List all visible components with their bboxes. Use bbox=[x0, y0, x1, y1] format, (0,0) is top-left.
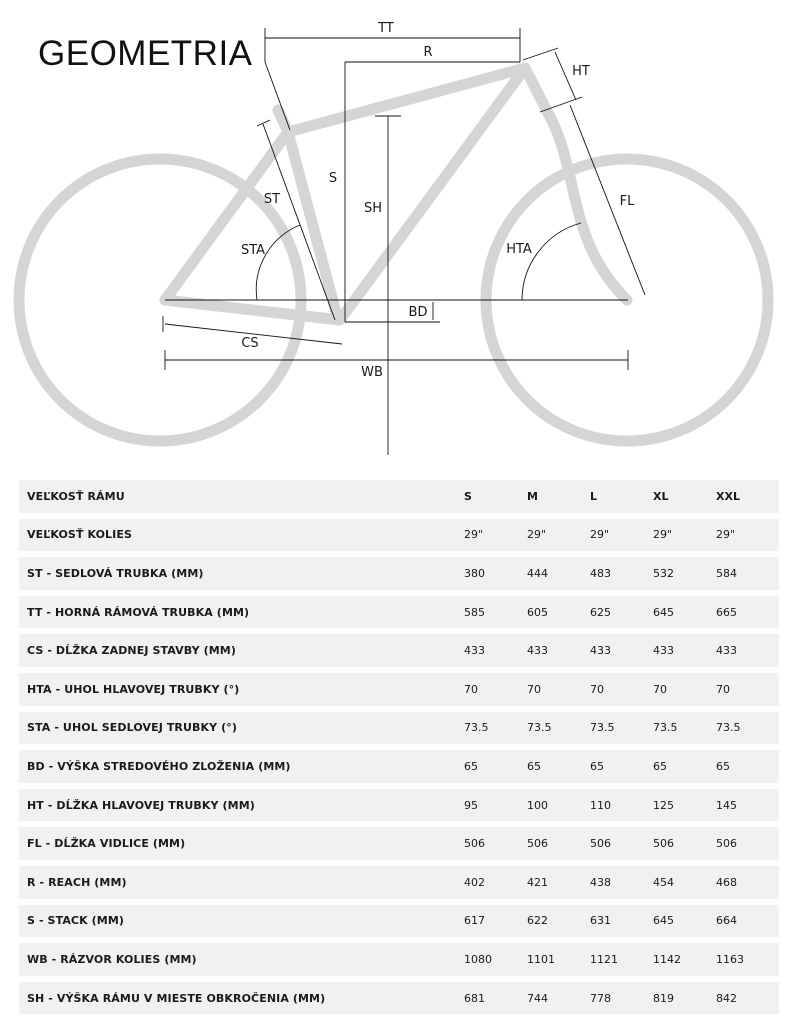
row-value: 506 bbox=[653, 827, 716, 860]
row-value: 65 bbox=[653, 750, 716, 783]
table-row bbox=[19, 982, 779, 1015]
row-value: 433 bbox=[716, 634, 779, 667]
row-value: 65 bbox=[527, 750, 590, 783]
row-value: 433 bbox=[464, 634, 527, 667]
row-value: 585 bbox=[464, 596, 527, 629]
row-value: 70 bbox=[527, 673, 590, 706]
header-size: M bbox=[527, 480, 590, 513]
row-value: 506 bbox=[527, 827, 590, 860]
row-label: SH - VÝŠKA RÁMU V MIESTE OBKROČENIA (MM) bbox=[19, 982, 464, 1015]
label-hta: HTA bbox=[506, 242, 532, 257]
row-value: 622 bbox=[527, 905, 590, 938]
table-row bbox=[19, 789, 779, 822]
row-value: 29" bbox=[716, 519, 779, 552]
row-value: 70 bbox=[716, 673, 779, 706]
label-tt: TT bbox=[378, 21, 394, 36]
row-value: 433 bbox=[653, 634, 716, 667]
row-value: 1121 bbox=[590, 943, 653, 976]
table-row bbox=[19, 596, 779, 629]
row-value: 444 bbox=[527, 557, 590, 590]
row-value: 617 bbox=[464, 905, 527, 938]
header-label: VEĽKOSŤ RÁMU bbox=[19, 480, 464, 513]
row-label: HTA - UHOL HLAVOVEJ TRUBKY (°) bbox=[19, 673, 464, 706]
table-row bbox=[19, 750, 779, 783]
label-s: S bbox=[328, 171, 338, 186]
row-value: 421 bbox=[527, 866, 590, 899]
row-value: 645 bbox=[653, 596, 716, 629]
label-r: R bbox=[423, 45, 433, 60]
row-value: 744 bbox=[527, 982, 590, 1015]
row-value: 468 bbox=[716, 866, 779, 899]
bike-geometry-diagram bbox=[0, 0, 796, 470]
row-value: 73.5 bbox=[527, 712, 590, 745]
row-label: BD - VÝŠKA STREDOVÉHO ZLOŽENIA (MM) bbox=[19, 750, 464, 783]
row-label: S - STACK (MM) bbox=[19, 905, 464, 938]
label-cs: CS bbox=[241, 336, 259, 351]
geometry-table bbox=[19, 474, 779, 1020]
table-header-row bbox=[19, 480, 779, 513]
row-value: 110 bbox=[590, 789, 653, 822]
page-title: GEOMETRIA bbox=[38, 34, 253, 73]
row-label: ST - SEDLOVÁ TRUBKA (MM) bbox=[19, 557, 464, 590]
row-value: 1163 bbox=[716, 943, 779, 976]
row-value: 145 bbox=[716, 789, 779, 822]
row-value: 29" bbox=[464, 519, 527, 552]
row-value: 454 bbox=[653, 866, 716, 899]
row-value: 70 bbox=[590, 673, 653, 706]
table-row bbox=[19, 712, 779, 745]
row-value: 532 bbox=[653, 557, 716, 590]
row-value: 29" bbox=[590, 519, 653, 552]
row-value: 95 bbox=[464, 789, 527, 822]
row-value: 1080 bbox=[464, 943, 527, 976]
row-label: HT - DĹŽKA HLAVOVEJ TRUBKY (MM) bbox=[19, 789, 464, 822]
row-value: 433 bbox=[590, 634, 653, 667]
row-value: 506 bbox=[464, 827, 527, 860]
row-label: R - REACH (MM) bbox=[19, 866, 464, 899]
row-value: 73.5 bbox=[464, 712, 527, 745]
row-label: CS - DĹŽKA ZADNEJ STAVBY (MM) bbox=[19, 634, 464, 667]
row-value: 605 bbox=[527, 596, 590, 629]
row-value: 380 bbox=[464, 557, 527, 590]
row-value: 1142 bbox=[653, 943, 716, 976]
row-value: 631 bbox=[590, 905, 653, 938]
label-fl: FL bbox=[619, 194, 635, 209]
header-size: XXL bbox=[716, 480, 779, 513]
row-value: 1101 bbox=[527, 943, 590, 976]
row-value: 433 bbox=[527, 634, 590, 667]
row-value: 73.5 bbox=[716, 712, 779, 745]
row-value: 29" bbox=[527, 519, 590, 552]
row-value: 438 bbox=[590, 866, 653, 899]
table-row bbox=[19, 943, 779, 976]
row-value: 125 bbox=[653, 789, 716, 822]
row-value: 645 bbox=[653, 905, 716, 938]
row-label: FL - DĹŽKA VIDLICE (MM) bbox=[19, 827, 464, 860]
row-value: 100 bbox=[527, 789, 590, 822]
label-ht: HT bbox=[572, 64, 590, 79]
table-row bbox=[19, 519, 779, 552]
row-value: 506 bbox=[590, 827, 653, 860]
table-row bbox=[19, 673, 779, 706]
label-sh: SH bbox=[363, 201, 383, 216]
row-value: 402 bbox=[464, 866, 527, 899]
row-value: 65 bbox=[590, 750, 653, 783]
row-value: 65 bbox=[716, 750, 779, 783]
row-value: 681 bbox=[464, 982, 527, 1015]
row-value: 506 bbox=[716, 827, 779, 860]
row-value: 70 bbox=[464, 673, 527, 706]
table-row bbox=[19, 866, 779, 899]
row-value: 584 bbox=[716, 557, 779, 590]
row-value: 70 bbox=[653, 673, 716, 706]
table-row bbox=[19, 905, 779, 938]
label-sta: STA bbox=[240, 243, 266, 258]
row-value: 778 bbox=[590, 982, 653, 1015]
row-value: 73.5 bbox=[653, 712, 716, 745]
row-value: 819 bbox=[653, 982, 716, 1015]
label-st: ST bbox=[263, 192, 281, 207]
header-size: XL bbox=[653, 480, 716, 513]
row-value: 73.5 bbox=[590, 712, 653, 745]
row-value: 65 bbox=[464, 750, 527, 783]
row-value: 842 bbox=[716, 982, 779, 1015]
row-value: 483 bbox=[590, 557, 653, 590]
header-size: S bbox=[464, 480, 527, 513]
table-row bbox=[19, 827, 779, 860]
header-size: L bbox=[590, 480, 653, 513]
row-label: WB - RÁZVOR KOLIES (MM) bbox=[19, 943, 464, 976]
table-row bbox=[19, 634, 779, 667]
row-label: TT - HORNÁ RÁMOVÁ TRUBKA (MM) bbox=[19, 596, 464, 629]
row-value: 625 bbox=[590, 596, 653, 629]
row-value: 29" bbox=[653, 519, 716, 552]
label-bd: BD bbox=[408, 305, 428, 320]
row-value: 665 bbox=[716, 596, 779, 629]
row-value: 664 bbox=[716, 905, 779, 938]
row-label: VEĽKOSŤ KOLIES bbox=[19, 519, 464, 552]
row-label: STA - UHOL SEDLOVEJ TRUBKY (°) bbox=[19, 712, 464, 745]
label-wb: WB bbox=[361, 365, 383, 380]
table-row bbox=[19, 557, 779, 590]
